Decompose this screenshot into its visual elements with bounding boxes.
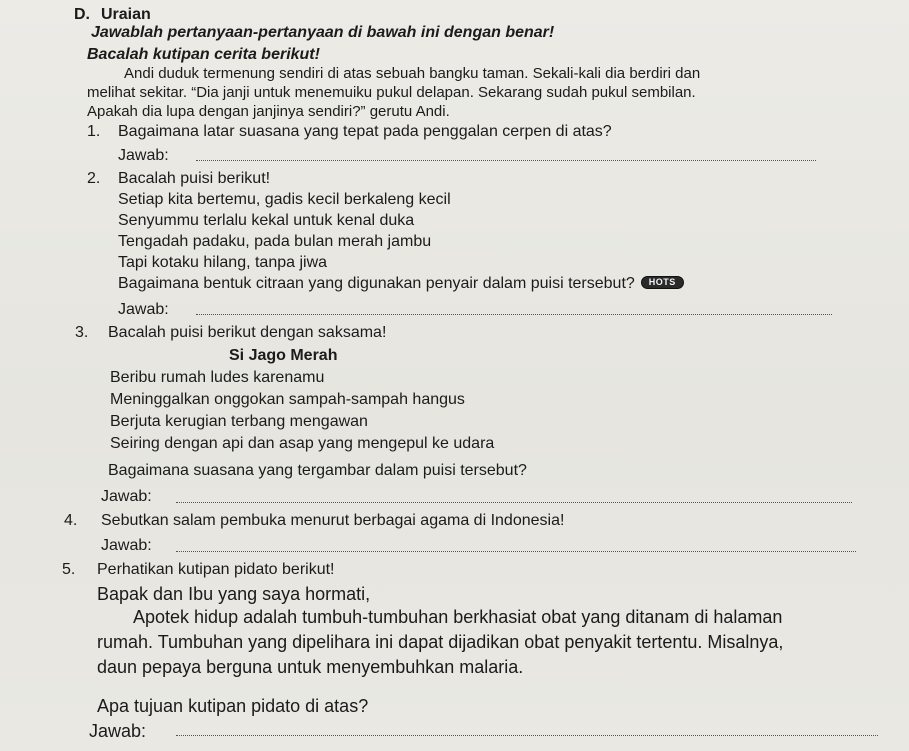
poem-line: Seiring dengan api dan asap yang mengepul ke udara xyxy=(110,435,495,452)
section-instruction: Jawablah pertanyaan-pertanyaan di bawah ini dengan benar! xyxy=(91,24,555,41)
poem-line: Tengadah padaku, pada bulan merah jambu xyxy=(118,233,432,250)
poem-line: Senyummu terlalu kekal untuk kenal duka xyxy=(118,212,415,229)
speech-greeting: Bapak dan Ibu yang saya hormati, xyxy=(97,584,371,604)
question-number: 5. xyxy=(62,561,76,578)
section-title: Uraian xyxy=(101,6,151,23)
speech-line: daun pepaya berguna untuk menyembuhkan malaria. xyxy=(97,657,524,677)
section-label: D. xyxy=(74,6,90,23)
question-text: Sebutkan salam pembuka menurut berbagai agama di Indonesia! xyxy=(101,512,565,529)
intro-line: Andi duduk termenung sendiri di atas sebuah bangku taman. Sekali-kali dia berdiri dan xyxy=(124,65,701,82)
question-prompt: Apa tujuan kutipan pidato di atas? xyxy=(97,696,369,716)
intro-heading: Bacalah kutipan cerita berikut! xyxy=(87,46,320,63)
poem-title: Si Jago Merah xyxy=(229,347,338,364)
poem-line: Beribu rumah ludes karenamu xyxy=(110,369,325,386)
question-prompt-text: Bagaimana bentuk citraan yang digunakan penyair dalam puisi tersebut? xyxy=(118,275,635,292)
intro-line: melihat sekitar. “Dia janji untuk menemuiku pukul delapan. Sekarang sudah pukul sembilan. xyxy=(87,84,696,101)
poem-line: Meninggalkan onggokan sampah-sampah hangus xyxy=(110,391,465,408)
question-prompt: Bagaimana suasana yang tergambar dalam puisi tersebut? xyxy=(108,462,527,479)
question-prompt xyxy=(118,276,684,292)
answer-label: Jawab: xyxy=(101,488,152,505)
question-text: Bacalah puisi berikut! xyxy=(118,170,271,187)
question-number: 2. xyxy=(87,170,101,187)
answer-label: Jawab: xyxy=(118,147,169,164)
question-text: Bacalah puisi berikut dengan saksama! xyxy=(108,324,387,341)
intro-line: Apakah dia lupa dengan janjinya sendiri?” gerutu Andi. xyxy=(87,103,450,120)
speech-line: Apotek hidup adalah tumbuh-tumbuhan berkhasiat obat yang ditanam di halaman xyxy=(133,607,783,627)
answer-line[interactable] xyxy=(176,502,852,503)
question-number: 4. xyxy=(64,512,78,529)
answer-label: Jawab: xyxy=(118,301,169,318)
question-number: 3. xyxy=(75,324,89,341)
poem-line: Berjuta kerugian terbang mengawan xyxy=(110,413,368,430)
answer-line[interactable] xyxy=(176,551,856,552)
question-text: Perhatikan kutipan pidato berikut! xyxy=(97,561,335,578)
question-number: 1. xyxy=(87,123,101,140)
answer-line[interactable] xyxy=(196,314,832,315)
poem-line: Setiap kita bertemu, gadis kecil berkaleng kecil xyxy=(118,191,451,208)
poem-line: Tapi kotaku hilang, tanpa jiwa xyxy=(118,254,328,271)
question-text: Bagaimana latar suasana yang tepat pada penggalan cerpen di atas? xyxy=(118,123,612,140)
answer-label: Jawab: xyxy=(101,537,152,554)
answer-line[interactable] xyxy=(196,160,816,161)
answer-label: Jawab: xyxy=(89,721,147,741)
hots-badge: HOTS xyxy=(641,276,684,289)
answer-line[interactable] xyxy=(176,735,878,736)
speech-line: rumah. Tumbuhan yang dipelihara ini dapat dijadikan obat penyakit tertentu. Misalnya, xyxy=(97,632,784,652)
